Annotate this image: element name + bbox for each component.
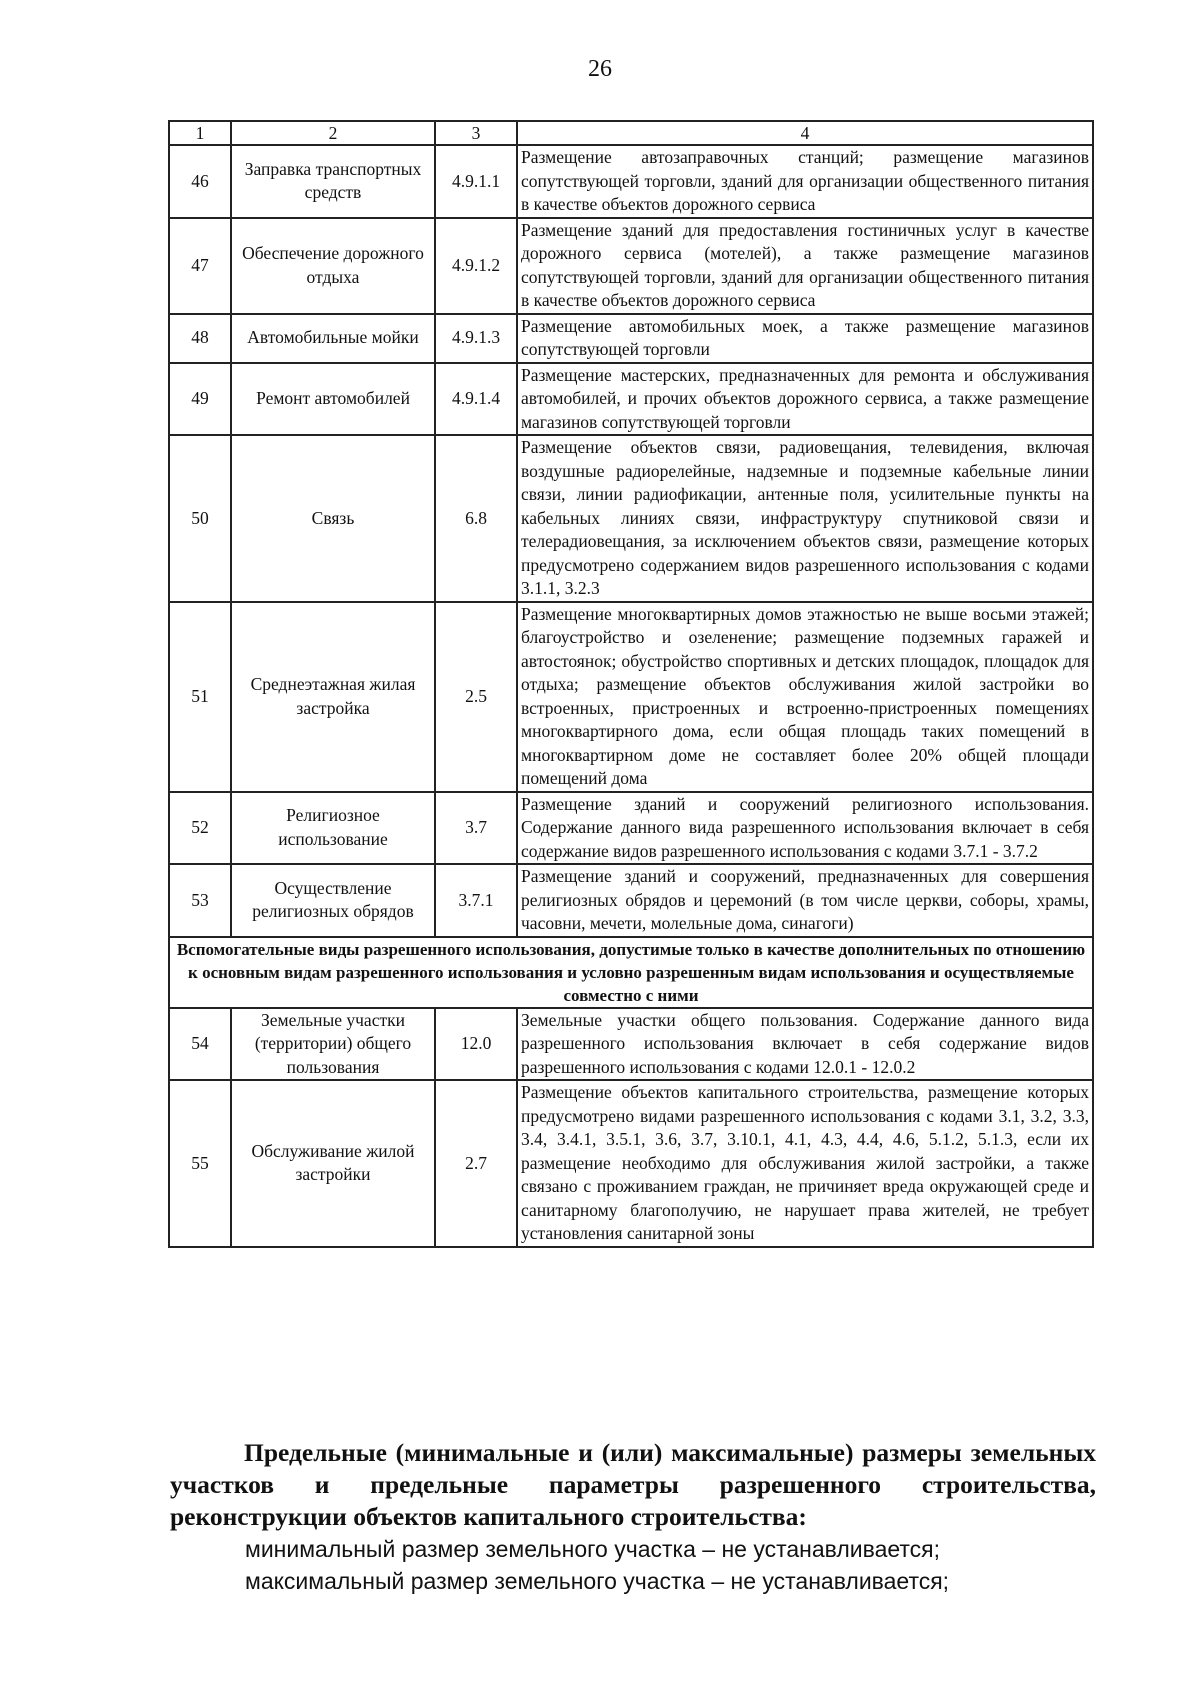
- row-number: 49: [169, 363, 231, 436]
- section-row: [169, 937, 1093, 1008]
- header-row: [169, 121, 1093, 145]
- use-type-name: Ремонт автомобилей: [231, 363, 435, 436]
- header-col-1: 1: [169, 121, 231, 145]
- use-type-name: Связь: [231, 435, 435, 602]
- header-col-2: 2: [231, 121, 435, 145]
- min-plot-size-line: минимальный размер земельного участка – не устанавливается;: [245, 1536, 941, 1562]
- use-type-code: 4.9.1.3: [435, 314, 517, 363]
- row-number: 52: [169, 792, 231, 865]
- header-col-4: 4: [517, 121, 1093, 145]
- row-number: 46: [169, 145, 231, 218]
- table-row: [169, 602, 1093, 792]
- row-number: 48: [169, 314, 231, 363]
- use-type-name: Земельные участки (территории) общего пользования: [231, 1008, 435, 1081]
- row-number: 50: [169, 435, 231, 602]
- closing-heading: Предельные (минимальные и (или) максимальные) размеры земельных участков и предельные параметры разрешенного строительства, реконструкции объектов капитального строительства:: [170, 1438, 1096, 1531]
- row-number: 54: [169, 1008, 231, 1081]
- table-row: [169, 314, 1093, 363]
- table-row: [169, 145, 1093, 218]
- use-type-code: 4.9.1.4: [435, 363, 517, 436]
- use-type-name: Обеспечение дорожного отдыха: [231, 218, 435, 314]
- header-col-3: 3: [435, 121, 517, 145]
- row-number: 51: [169, 602, 231, 792]
- table-row: [169, 218, 1093, 314]
- use-type-code: 2.7: [435, 1080, 517, 1247]
- use-type-description: Размещение автозаправочных станций; размещение магазинов сопутствующей торговли, зданий для организации общественного питания в качестве объектов дорожного сервиса: [517, 145, 1093, 218]
- use-type-code: 3.7.1: [435, 864, 517, 937]
- land-use-table: [168, 120, 1094, 1248]
- page-number: 26: [588, 56, 612, 82]
- use-type-description: Размещение автомобильных моек, а также размещение магазинов сопутствующей торговли: [517, 314, 1093, 363]
- use-type-code: 12.0: [435, 1008, 517, 1081]
- use-type-name: Обслуживание жилой застройки: [231, 1080, 435, 1247]
- row-number: 47: [169, 218, 231, 314]
- use-type-description: Размещение объектов капитального строительства, размещение которых предусмотрено видами разрешенного использования с кодами 3.1, 3.2, 3.3, 3.4, 3.4.1, 3.5.1, 3.6, 3.7, 3.10.1, 4.1, 4.3, 4.4, 4.6, 5.1.2, 5.1.3, если их размещение необходимо для обслуживания жилой застройки, а также связано с проживанием граждан, не причиняет вреда окружающей среде и санитарному благополучию, не нарушает права жителей, не требует установления санитарной зоны: [517, 1080, 1093, 1247]
- use-type-name: Среднеэтажная жилая застройка: [231, 602, 435, 792]
- table-row: [169, 363, 1093, 436]
- use-type-description: Размещение многоквартирных домов этажностью не выше восьми этажей; благоустройство и озеленение; размещение подземных гаражей и автостоянок; обустройство спортивных и детских площадок, площадок для отдыха; размещение объектов обслуживания жилой застройки во встроенных, пристроенных и встроенно-пристроенных помещениях многоквартирного дома, если общая площадь таких помещений в многоквартирном доме не составляет более 20% общей площади помещений дома: [517, 602, 1093, 792]
- closing-section: [170, 1437, 1096, 1597]
- table-row: [169, 1080, 1093, 1247]
- use-type-code: 2.5: [435, 602, 517, 792]
- table-row: [169, 864, 1093, 937]
- use-type-description: Земельные участки общего пользования. Содержание данного вида разрешенного использования включает в себя содержание видов разрешенного использования с кодами 12.0.1 - 12.0.2: [517, 1008, 1093, 1081]
- use-type-code: 4.9.1.1: [435, 145, 517, 218]
- use-type-name: Осуществление религиозных обрядов: [231, 864, 435, 937]
- use-type-description: Размещение объектов связи, радиовещания, телевидения, включая воздушные радиорелейные, надземные и подземные кабельные линии связи, линии радиофикации, антенные поля, усилительные пункты на кабельных линиях связи, инфраструктуру спутниковой связи и телерадиовещания, за исключением объектов связи, размещение которых предусмотрено содержанием видов разрешенного использования с кодами 3.1.1, 3.2.3: [517, 435, 1093, 602]
- use-type-name: Религиозное использование: [231, 792, 435, 865]
- use-type-name: Автомобильные мойки: [231, 314, 435, 363]
- row-number: 55: [169, 1080, 231, 1247]
- use-type-code: 3.7: [435, 792, 517, 865]
- table-row: [169, 435, 1093, 602]
- table-row: [169, 792, 1093, 865]
- use-type-name: Заправка транспортных средств: [231, 145, 435, 218]
- row-number: 53: [169, 864, 231, 937]
- section-title: Вспомогательные виды разрешенного использования, допустимые только в качестве дополнительных по отношению к основным видам разрешенного использования и условно разрешенным видам использования и осуществляемые совместно с ними: [169, 937, 1093, 1008]
- use-type-code: 4.9.1.2: [435, 218, 517, 314]
- max-plot-size-line: максимальный размер земельного участка – не устанавливается;: [245, 1568, 950, 1594]
- use-type-description: Размещение зданий и сооружений, предназначенных для совершения религиозных обрядов и церемоний (в том числе церкви, соборы, храмы, часовни, мечети, молельные дома, синагоги): [517, 864, 1093, 937]
- table-row: [169, 1008, 1093, 1081]
- use-type-description: Размещение зданий для предоставления гостиничных услуг в качестве дорожного сервиса (мотелей), а также размещение магазинов сопутствующей торговли, зданий для организации общественного питания в качестве объектов дорожного сервиса: [517, 218, 1093, 314]
- use-type-description: Размещение мастерских, предназначенных для ремонта и обслуживания автомобилей, и прочих объектов дорожного сервиса, а также размещение магазинов сопутствующей торговли: [517, 363, 1093, 436]
- use-type-code: 6.8: [435, 435, 517, 602]
- use-type-description: Размещение зданий и сооружений религиозного использования. Содержание данного вида разрешенного использования включает в себя содержание видов разрешенного использования с кодами 3.7.1 - 3.7.2: [517, 792, 1093, 865]
